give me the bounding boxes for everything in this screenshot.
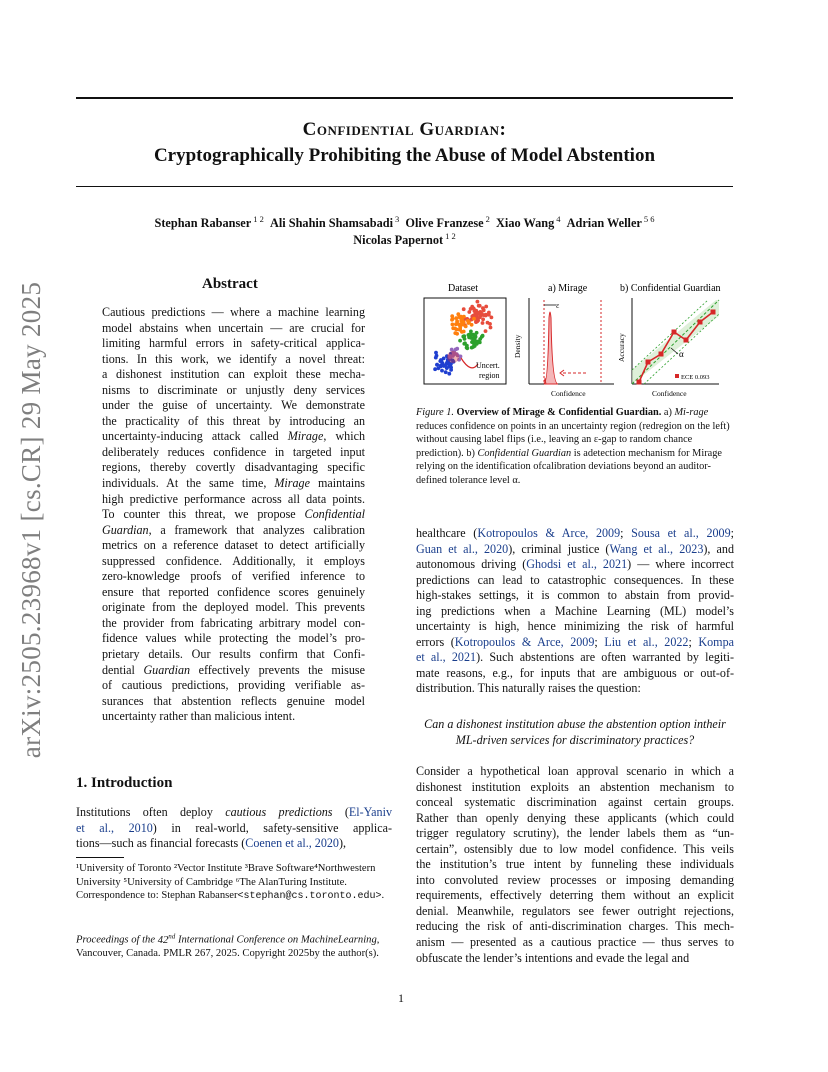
scatter-point xyxy=(434,351,438,355)
caption-line: gap to random chance prediction). b) Confidential Guardian is a xyxy=(416,434,693,459)
author-name: Ali Shahin Shamsabadi $^3$ xyxy=(269,214,400,231)
affiliation-line: ⁴Northwestern University ⁵University of Cambridge ⁶The Alan xyxy=(76,863,376,888)
abstract-line: zero-knowledge proofs of verified inference to xyxy=(102,569,365,584)
scatter-point xyxy=(472,317,476,321)
abstract-line: Cautious predictions — where a machine learning xyxy=(102,305,365,319)
accuracy-axis-label: Accuracy xyxy=(617,333,626,362)
body-line: predictions can lead to catastrophic consequences. In these xyxy=(416,572,734,587)
calibration-point xyxy=(637,380,642,385)
body-line: uncertainty is high, hence minimizing the risk of harmful xyxy=(416,619,734,634)
scatter-point xyxy=(451,317,455,321)
abstract-line: under the guise of uncertainty. We demonstrate xyxy=(102,398,365,413)
scatter-point xyxy=(481,321,485,325)
panel-title-dataset: Dataset xyxy=(448,283,478,294)
caption-line: detection mechanism for Mirage relying on the identification of xyxy=(416,447,722,473)
body-line: Consider a hypothetical loan approval scenario in which a xyxy=(416,764,734,778)
figure-1 xyxy=(416,278,734,400)
paper-title-line1: Confidential Guardian: xyxy=(302,119,507,140)
abstract-line: the practicality of this threat by introducing an xyxy=(102,413,365,428)
body-line: autonomous driving (Ghodsi et al., 2021) — where incorrect xyxy=(416,557,734,572)
abstract-heading: Abstract xyxy=(202,276,258,292)
paper-title-line2: Cryptographically Prohibiting the Abuse of Model Abstention xyxy=(153,145,656,166)
density-axis-label: Density xyxy=(513,334,522,358)
scatter-point xyxy=(451,323,455,327)
scatter-point xyxy=(434,356,438,360)
abstract-line: surances that abstention reflects genuine model xyxy=(102,693,365,708)
panel-title-mirage: a) Mirage xyxy=(548,283,588,294)
abstract-line: fidence values while protecting the model’s pro- xyxy=(102,631,365,646)
body-line: obfuscate the lender’s intentions and evade the legal and xyxy=(416,950,690,965)
body-line: denial. Meanwhile, regulators see fewer outright rejections, xyxy=(416,903,734,918)
uncert-label-1: Uncert. xyxy=(476,361,500,370)
scatter-point xyxy=(470,305,474,309)
right-column-paragraph-2 xyxy=(416,764,734,966)
abstract-line: a dishonest institution can exploit these mecha- xyxy=(102,367,365,382)
affiliations-footnote xyxy=(76,862,392,904)
scatter-point xyxy=(481,306,485,310)
intro-line: Institutions often deploy cautious predictions (El-Yaniv xyxy=(76,805,392,819)
scatter-point xyxy=(475,331,479,335)
scatter-point xyxy=(467,320,471,324)
ece-legend-label: ECE 0.093 xyxy=(681,374,710,381)
scatter-point xyxy=(435,363,439,367)
body-line: certain”, ostensibly due to low model confidence. This veils xyxy=(416,841,734,856)
calibration-point xyxy=(684,338,689,343)
abstract-line: uncertainty rather than malicious intent. xyxy=(102,709,296,724)
abstract-line: model abstains when uncertain — are crucial for xyxy=(102,320,365,335)
authors-line1 xyxy=(76,214,733,231)
scatter-point xyxy=(458,339,462,343)
body-line: requirements, effectively deterring them without an explicit xyxy=(416,888,734,903)
author-name: Nicolas Papernot $^{1 2}$ xyxy=(353,231,456,248)
arxiv-stamp: arXiv:2505.23968v1 [cs.CR] 29 May 2025 xyxy=(16,281,46,759)
scatter-point xyxy=(475,342,479,346)
abstract-line: tions. In this work, we identify a novel threat: xyxy=(102,351,365,366)
abstract-line: individuals. At the same time, Mirage maintains xyxy=(102,476,365,491)
abstract-line: prietary details. Our results confirm that Confi- xyxy=(102,647,365,662)
scatter-point xyxy=(472,313,476,317)
body-line: anism — presented as a cautious practice — thus serves to xyxy=(416,935,734,950)
body-line: healthcare (Kotropoulos & Arce, 2009; Sousa et al., 2009; xyxy=(416,526,735,540)
scatter-point xyxy=(467,333,471,337)
abstract-line: metrics on a reference dataset to detect artificially xyxy=(102,538,365,553)
confidence-axis-label-a: Confidence xyxy=(551,389,586,398)
body-line: ing predictions when a Machine Learning (ML) model’s xyxy=(416,603,734,618)
affiliation-line: <stephan@cs.toronto.edu>. xyxy=(237,890,385,903)
uncertainty-region-marker xyxy=(447,351,459,363)
scatter-point xyxy=(448,363,452,367)
intro-paragraph xyxy=(76,805,392,852)
scatter-point xyxy=(476,318,480,322)
alpha-symbol: α xyxy=(679,349,684,359)
abstract-line: deliberately reduces confidence in targeted input xyxy=(102,444,365,459)
top-rule xyxy=(76,97,733,99)
body-line: dishonest institution exploits an abstention mechanism to xyxy=(416,779,734,794)
intro-line: et al., 2010) in real-world, safety-sensitive applica- xyxy=(76,820,392,835)
body-line: errors (Kotropoulos & Arce, 2009; Liu et al., 2022; Kompa xyxy=(416,634,734,649)
scatter-point xyxy=(473,309,477,313)
caption-line: calibration deviations beyond an auditor-defined tolerance level α. xyxy=(416,461,711,486)
scatter-point xyxy=(488,322,492,326)
scatter-point xyxy=(455,332,459,336)
scatter-point xyxy=(458,326,462,330)
abstract-line: suppressed confidence. Additionally, it employs xyxy=(102,553,365,568)
scatter-point xyxy=(473,336,477,340)
body-line: into convoluted review processes or imposing demanding xyxy=(416,872,734,887)
intro-line: tions—such as financial forecasts (Coenen et al., 2020), xyxy=(76,836,347,851)
scatter-point xyxy=(451,326,455,330)
calibration-point xyxy=(711,310,716,315)
proceedings-line: Proceedings of the 42nd International Conference on Machine xyxy=(76,932,338,946)
abstract-line: nisms to discriminate or unjustly deny services xyxy=(102,382,365,397)
caption-line: region on the left) without causing label flips (i.e., leaving an ε- xyxy=(416,420,730,446)
ece-legend-swatch xyxy=(675,374,679,378)
scatter-point xyxy=(433,367,437,371)
abstract-line: the provider from fabricating arbitrary model con- xyxy=(102,615,365,630)
scatter-point xyxy=(462,315,466,319)
author-name: Xiao Wang $^4$ xyxy=(496,214,561,231)
body-line: distribution. This naturally raises the question: xyxy=(416,681,641,696)
affiliation-line: ¹University of Toronto ²Vector Institute ³Brave Software xyxy=(76,863,315,874)
body-line: Rather than openly denying these applicants (which could xyxy=(416,810,734,825)
scatter-point xyxy=(444,370,448,374)
title-bottom-rule xyxy=(76,186,733,187)
scatter-point xyxy=(440,369,444,373)
scatter-point xyxy=(476,311,480,315)
scatter-point xyxy=(487,311,491,315)
confidence-axis-label-b: Confidence xyxy=(652,389,687,398)
scatter-point xyxy=(478,304,482,308)
abstract-line: Guardian, a framework that analyzes calibration xyxy=(102,522,365,537)
caption-line: Figure 1. Overview of Mirage & Confidential Guardian. a) Mi- xyxy=(416,407,690,418)
scatter-point xyxy=(461,335,465,339)
body-line: reducing the risk of anti-discrimination charges. This mech- xyxy=(416,919,734,934)
uncert-label-2: region xyxy=(479,371,500,380)
abstract-line: uncertainty-inducing attack called Mirage, which xyxy=(102,429,366,444)
question-line: their ML-driven services for discriminatory practices? xyxy=(455,717,726,747)
scatter-point xyxy=(478,337,482,341)
mirage-density-panel xyxy=(513,298,614,398)
scatter-point xyxy=(463,341,467,345)
body-line: high-stakes settings, it is common to abstain from provid- xyxy=(416,588,734,603)
abstract-line: high predictive performance across all data points. xyxy=(102,491,365,506)
scatter-point xyxy=(455,347,459,351)
guardian-calibration-panel xyxy=(617,298,719,398)
scatter-point xyxy=(470,323,474,327)
calibration-point xyxy=(698,320,703,325)
research-question xyxy=(416,717,734,748)
scatter-point xyxy=(455,319,459,323)
section-heading-introduction: 1. Introduction xyxy=(76,775,173,791)
right-column-paragraph-1 xyxy=(416,526,734,697)
scatter-point xyxy=(476,300,480,304)
scatter-point xyxy=(460,330,464,334)
abstract-line: ensure that reported confidence scores genuinely xyxy=(102,584,365,599)
abstract-line: To counter this threat, we propose Confidential xyxy=(102,507,365,522)
body-line: Guan et al., 2020), criminal justice (Wang et al., 2023), and xyxy=(416,541,735,556)
scatter-point xyxy=(462,307,466,311)
author-name: Adrian Weller $^{5 6}$ xyxy=(566,214,655,231)
calibration-point xyxy=(646,360,651,365)
scatter-point xyxy=(489,326,493,330)
calibration-point xyxy=(659,352,664,357)
dataset-scatter-panel xyxy=(424,298,506,384)
affiliation-line: Turing Institute. Correspondence to: Stephan Rabanser xyxy=(76,876,347,902)
body-line: trigger regulatory scrutiny), the lender labels them as “un- xyxy=(416,826,734,841)
body-line: conceal systematic discrimination against certain groups. xyxy=(416,795,734,810)
scatter-point xyxy=(460,322,464,326)
footnote-rule xyxy=(76,857,124,858)
body-line: mate reasons, e.g., for inputs that are ambiguous or out-of- xyxy=(416,665,734,680)
author-name: Stephan Rabanser $^{1 2}$ xyxy=(154,214,264,231)
scatter-point xyxy=(470,346,474,350)
proceedings-note xyxy=(76,930,392,961)
scatter-point xyxy=(481,334,485,338)
scatter-point xyxy=(464,325,468,329)
epsilon-symbol: ε xyxy=(556,301,560,310)
scatter-point xyxy=(437,366,441,370)
mirage-density-curve xyxy=(544,312,558,384)
scatter-point xyxy=(484,329,488,333)
panel-title-guardian: b) Confidential Guardian xyxy=(620,283,721,294)
body-line: the institution’s true intent by funneling these individuals xyxy=(416,857,734,872)
abstract-line: dential Guardian effectively prevents the misuse xyxy=(102,662,365,677)
figure-1-caption xyxy=(416,406,734,488)
abstract-line: of cautious predictions, providing verifiable as- xyxy=(102,678,365,693)
proceedings-line: Learning, Vancouver, Canada. PMLR 267, 2025. Copyright 2025 xyxy=(76,934,380,960)
page-number: 1 xyxy=(398,991,404,1005)
scatter-point xyxy=(481,317,485,321)
abstract-body xyxy=(102,305,365,725)
scatter-point xyxy=(456,312,460,316)
scatter-point xyxy=(459,355,463,359)
scatter-point xyxy=(467,310,471,314)
calibration-point xyxy=(672,330,677,335)
body-line: et al., 2021). Such abstentions are often warranted by legiti- xyxy=(416,650,734,665)
authors-line2 xyxy=(76,231,733,248)
abstract-line: regions, thereby covertly disadvantaging specific xyxy=(102,460,365,475)
proceedings-line: by the author(s). xyxy=(309,948,379,960)
caption-line: rage reduces confidence on points in an uncertainty region (red xyxy=(416,407,709,432)
abstract-line: originate from the deployed model. This prevents xyxy=(102,600,365,615)
scatter-point xyxy=(443,363,447,367)
abstract-line: limiting harmful errors in safety-critical applica- xyxy=(102,336,365,351)
scatter-point xyxy=(447,372,451,376)
author-name: Olive Franzese $^2$ xyxy=(405,214,490,231)
scatter-point xyxy=(484,305,488,309)
question-line: Can a dishonest institution abuse the abstention option in xyxy=(424,717,703,731)
